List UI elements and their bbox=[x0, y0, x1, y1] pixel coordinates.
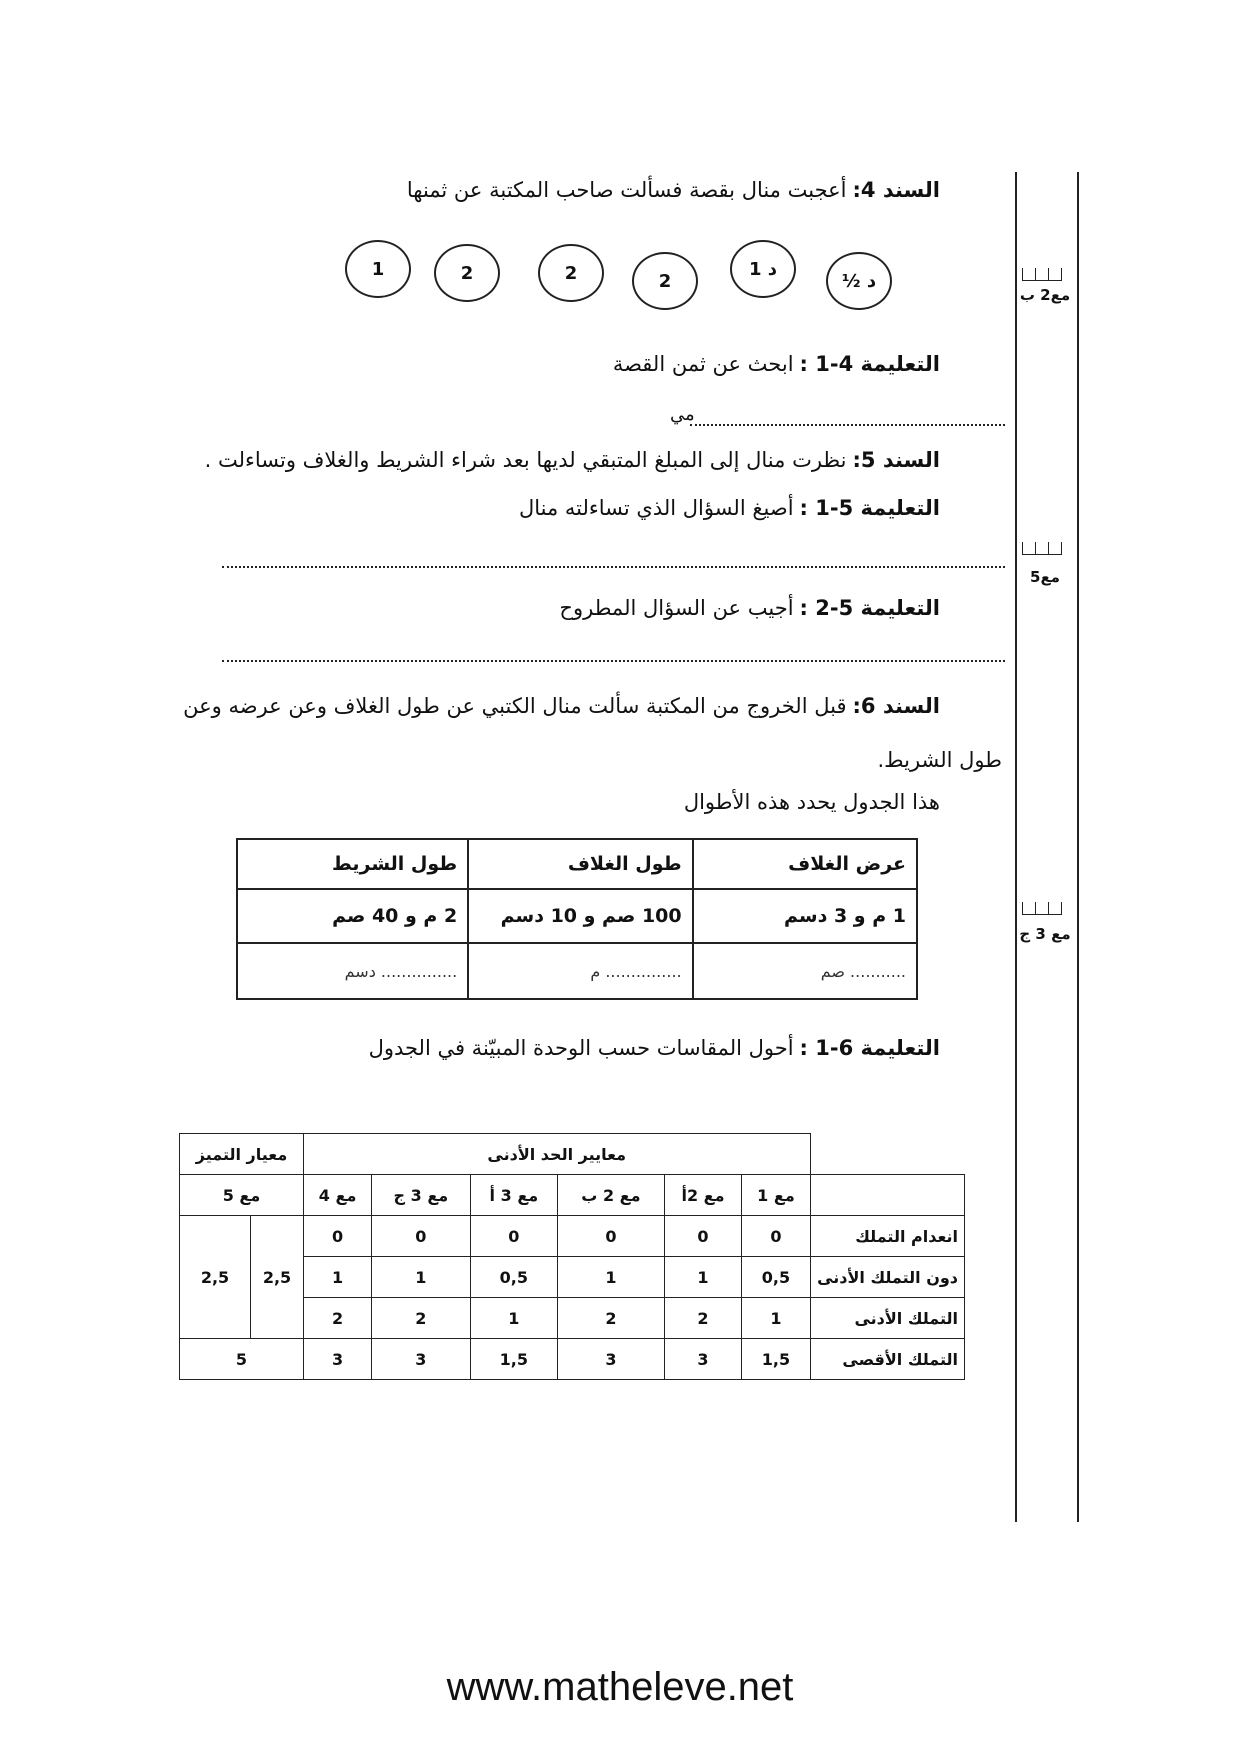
sanad-6-text-2: طول الشريط. bbox=[877, 748, 1002, 772]
header-cover-length: طول الغلاف bbox=[468, 839, 692, 889]
instruction-4-1-label: التعليمة 4-1 : bbox=[799, 352, 940, 376]
row-label-3: التملك الأدنى bbox=[810, 1298, 965, 1339]
sanad-6-line-1 bbox=[183, 694, 940, 718]
row-1-val-1: 0 bbox=[742, 1216, 810, 1257]
instruction-5-1 bbox=[519, 496, 940, 520]
row-2-val-6: 1 bbox=[304, 1257, 372, 1298]
criteria-group-row bbox=[180, 1134, 965, 1175]
criteria-col-5: مع 3 ج bbox=[372, 1175, 470, 1216]
margin-criterion-2: مع5 bbox=[1030, 568, 1060, 586]
criteria-col-4: مع 3 أ bbox=[470, 1175, 558, 1216]
row-3-val-2: 2 bbox=[664, 1298, 742, 1339]
instruction-4-1 bbox=[613, 352, 940, 376]
excellence-a: 2,5 bbox=[251, 1216, 304, 1339]
sanad-6-text-1: قبل الخروج من المكتبة سألت منال الكتبي عن طول الغلاف وعن عرضه وعن bbox=[183, 694, 847, 718]
margin-criterion-1: مع2 ب bbox=[1019, 286, 1071, 304]
criteria-col-2: مع 2أ bbox=[664, 1175, 742, 1216]
row-4-val-4: 1,5 bbox=[470, 1339, 558, 1380]
row-2-val-3: 1 bbox=[558, 1257, 664, 1298]
criteria-col-excellence: مع 5 bbox=[180, 1175, 304, 1216]
row-1-val-3: 0 bbox=[558, 1216, 664, 1257]
value-ribbon-length: 2 م و 40 صم bbox=[237, 889, 468, 943]
instruction-4-1-text: ابحث عن ثمن القصة bbox=[612, 352, 794, 376]
criteria-label-header bbox=[810, 1175, 965, 1216]
criteria-row-4 bbox=[180, 1339, 965, 1380]
criteria-col-6: مع 4 bbox=[304, 1175, 372, 1216]
coin-3: 2 bbox=[538, 244, 604, 302]
sanad-6-text-3: هذا الجدول يحدد هذه الأطوال bbox=[683, 790, 940, 814]
instruction-5-2 bbox=[559, 596, 940, 620]
score-boxes-3[interactable] bbox=[1022, 902, 1062, 915]
criteria-col-1: مع 1 bbox=[742, 1175, 810, 1216]
criteria-col-3: مع 2 ب bbox=[558, 1175, 664, 1216]
sanad-4-label: السند 4: bbox=[852, 178, 940, 202]
answer-cover-width[interactable]: ........... صم bbox=[693, 943, 917, 999]
answer-line-5-1[interactable] bbox=[222, 566, 1005, 568]
score-boxes-2[interactable] bbox=[1022, 542, 1062, 555]
instruction-5-2-text: أجيب عن السؤال المطروح bbox=[559, 596, 794, 620]
row-4-val-1: 1,5 bbox=[742, 1339, 810, 1380]
instruction-6-1-label: التعليمة 6-1 : bbox=[799, 1036, 940, 1060]
sanad-5-text: نظرت منال إلى المبلغ المتبقي لديها بعد شراء الشريط والغلاف وتساءلت . bbox=[204, 448, 847, 472]
header-ribbon-length: طول الشريط bbox=[237, 839, 468, 889]
criteria-columns-row bbox=[180, 1175, 965, 1216]
coin-5: 1 د bbox=[730, 240, 796, 298]
answer-cover-length[interactable]: ............... م bbox=[468, 943, 692, 999]
row-label-4: التملك الأقصى bbox=[810, 1339, 965, 1380]
lengths-table-header bbox=[237, 839, 917, 889]
instruction-6-1-text: أحول المقاسات حسب الوحدة المبيّنة في الجدول bbox=[368, 1036, 794, 1060]
row-2-val-1: 0,5 bbox=[742, 1257, 810, 1298]
criteria-corner bbox=[810, 1134, 965, 1175]
row-3-val-3: 2 bbox=[558, 1298, 664, 1339]
margin-column bbox=[1015, 172, 1079, 1522]
row-4-val-3: 3 bbox=[558, 1339, 664, 1380]
row-3-val-4: 1 bbox=[470, 1298, 558, 1339]
sanad-5-label: السند 5: bbox=[852, 448, 940, 472]
header-cover-width: عرض الغلاف bbox=[693, 839, 917, 889]
row-4-val-6: 3 bbox=[304, 1339, 372, 1380]
instruction-6-1 bbox=[369, 1036, 940, 1060]
instruction-5-1-text: أصيغ السؤال الذي تساءلته منال bbox=[518, 496, 794, 520]
coin-6: ½ د bbox=[826, 252, 892, 310]
row-2-val-4: 0,5 bbox=[470, 1257, 558, 1298]
row-3-val-6: 2 bbox=[304, 1298, 372, 1339]
lengths-table-answers bbox=[237, 943, 917, 999]
row-2-val-5: 1 bbox=[372, 1257, 470, 1298]
criteria-group-excellence: معيار التميز bbox=[180, 1134, 304, 1175]
instruction-5-1-label: التعليمة 5-1 : bbox=[799, 496, 940, 520]
coin-4: 2 bbox=[632, 252, 698, 310]
criteria-group-min: معايير الحد الأدنى bbox=[304, 1134, 811, 1175]
sanad-4 bbox=[407, 178, 940, 202]
coin-2: 2 bbox=[434, 244, 500, 302]
criteria-row-1 bbox=[180, 1216, 965, 1257]
row-1-val-6: 0 bbox=[304, 1216, 372, 1257]
excellence-b: 2,5 bbox=[180, 1216, 251, 1339]
sanad-4-text: أعجبت منال بقصة فسألت صاحب المكتبة عن ثمنها bbox=[406, 178, 847, 202]
row-label-2: دون التملك الأدنى bbox=[810, 1257, 965, 1298]
value-cover-length: 100 صم و 10 دسم bbox=[468, 889, 692, 943]
row-4-val-2: 3 bbox=[664, 1339, 742, 1380]
row-2-val-2: 1 bbox=[664, 1257, 742, 1298]
lengths-table bbox=[236, 838, 918, 1000]
row-3-val-1: 1 bbox=[742, 1298, 810, 1339]
answer-line-4-1[interactable] bbox=[690, 424, 1005, 426]
score-boxes-1[interactable] bbox=[1022, 268, 1062, 281]
sanad-6-label: السند 6: bbox=[852, 694, 940, 718]
row-label-1: انعدام التملك bbox=[810, 1216, 965, 1257]
answer-ribbon-length[interactable]: ............... دسم bbox=[237, 943, 468, 999]
row-1-val-4: 0 bbox=[470, 1216, 558, 1257]
excellence-total: 5 bbox=[180, 1339, 304, 1380]
answer-line-5-2[interactable] bbox=[222, 660, 1005, 662]
row-1-val-5: 0 bbox=[372, 1216, 470, 1257]
footer-url: www.matheleve.net bbox=[446, 1665, 794, 1709]
instruction-5-2-label: التعليمة 5-2 : bbox=[799, 596, 940, 620]
value-cover-width: 1 م و 3 دسم bbox=[693, 889, 917, 943]
criteria-table bbox=[179, 1133, 965, 1380]
lengths-table-values bbox=[237, 889, 917, 943]
margin-criterion-3: مع 3 ج bbox=[1019, 925, 1071, 943]
sanad-5 bbox=[205, 448, 940, 472]
row-4-val-5: 3 bbox=[372, 1339, 470, 1380]
answer-4-1-suffix: مي bbox=[670, 404, 695, 425]
row-1-val-2: 0 bbox=[664, 1216, 742, 1257]
row-3-val-5: 2 bbox=[372, 1298, 470, 1339]
coin-1: 1 bbox=[345, 240, 411, 298]
